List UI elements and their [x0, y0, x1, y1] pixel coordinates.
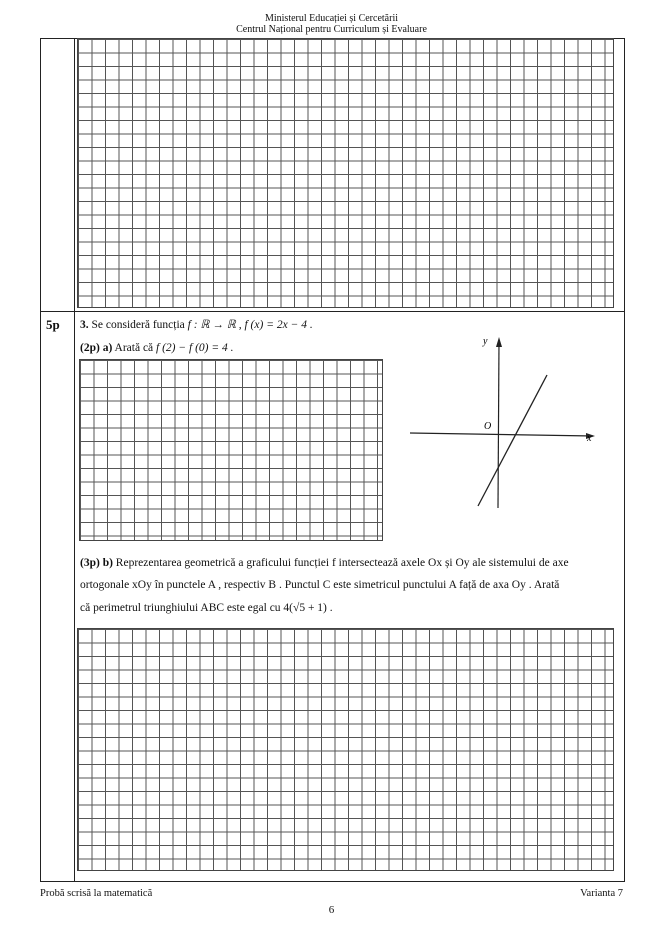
part-b-label: b): [102, 557, 113, 569]
answer-grid-top[interactable]: [77, 38, 614, 308]
y-axis-arrow: [496, 337, 502, 347]
page-number: 6: [328, 904, 335, 916]
x-axis-label: x: [587, 433, 592, 444]
points-column-divider: [74, 38, 75, 882]
function-line: [478, 375, 547, 506]
part-b-points: (3p): [80, 557, 100, 569]
part-a-formula: f (2) − f (0) = 4 .: [156, 342, 234, 354]
header-ministry: Ministerul Educației și Cercetării: [264, 13, 398, 24]
x-axis: [410, 433, 593, 436]
part-b-text-1: Reprezentarea geometrică a graficului funcției f intersectează axele Ox și Oy ale sistemului de axe: [115, 557, 569, 569]
part-a-points: (2p): [80, 342, 100, 354]
header-center: Centrul Național pentru Curriculum și Evaluare: [236, 24, 427, 35]
part-a-label: a): [102, 342, 113, 354]
part-a-statement: [80, 341, 234, 355]
exercise-intro-formula: f : ℝ → ℝ , f (x) = 2x − 4 .: [187, 319, 313, 331]
part-a-text: Arată că: [114, 342, 154, 354]
footer-variant: Varianta 7: [580, 888, 623, 899]
exercise-intro-text: Se consideră funcția: [91, 319, 185, 331]
exercise-points: 5p: [46, 317, 60, 332]
y-axis-label: y: [483, 336, 488, 347]
part-b-line-3: că perimetrul triunghiului ABC este egal cu 4(√5 + 1) .: [80, 602, 333, 614]
origin-label: O: [484, 421, 492, 432]
part-b-statement: [80, 556, 620, 615]
answer-grid-part-b[interactable]: [77, 628, 614, 871]
exercise-separator: [40, 311, 625, 312]
part-b-line-2: ortogonale xOy în punctele A , respectiv B . Punctul C este simetricul punctului A față de axa Oy . Arată: [80, 579, 560, 591]
answer-grid-part-a[interactable]: [79, 359, 383, 541]
part-b-line-1: [80, 556, 620, 570]
exercise-intro: [80, 318, 313, 332]
footer-subject: Probă scrisă la matematică: [40, 888, 153, 899]
exercise-number: 3.: [80, 319, 89, 331]
function-graph: [405, 333, 600, 513]
y-axis: [498, 341, 499, 508]
